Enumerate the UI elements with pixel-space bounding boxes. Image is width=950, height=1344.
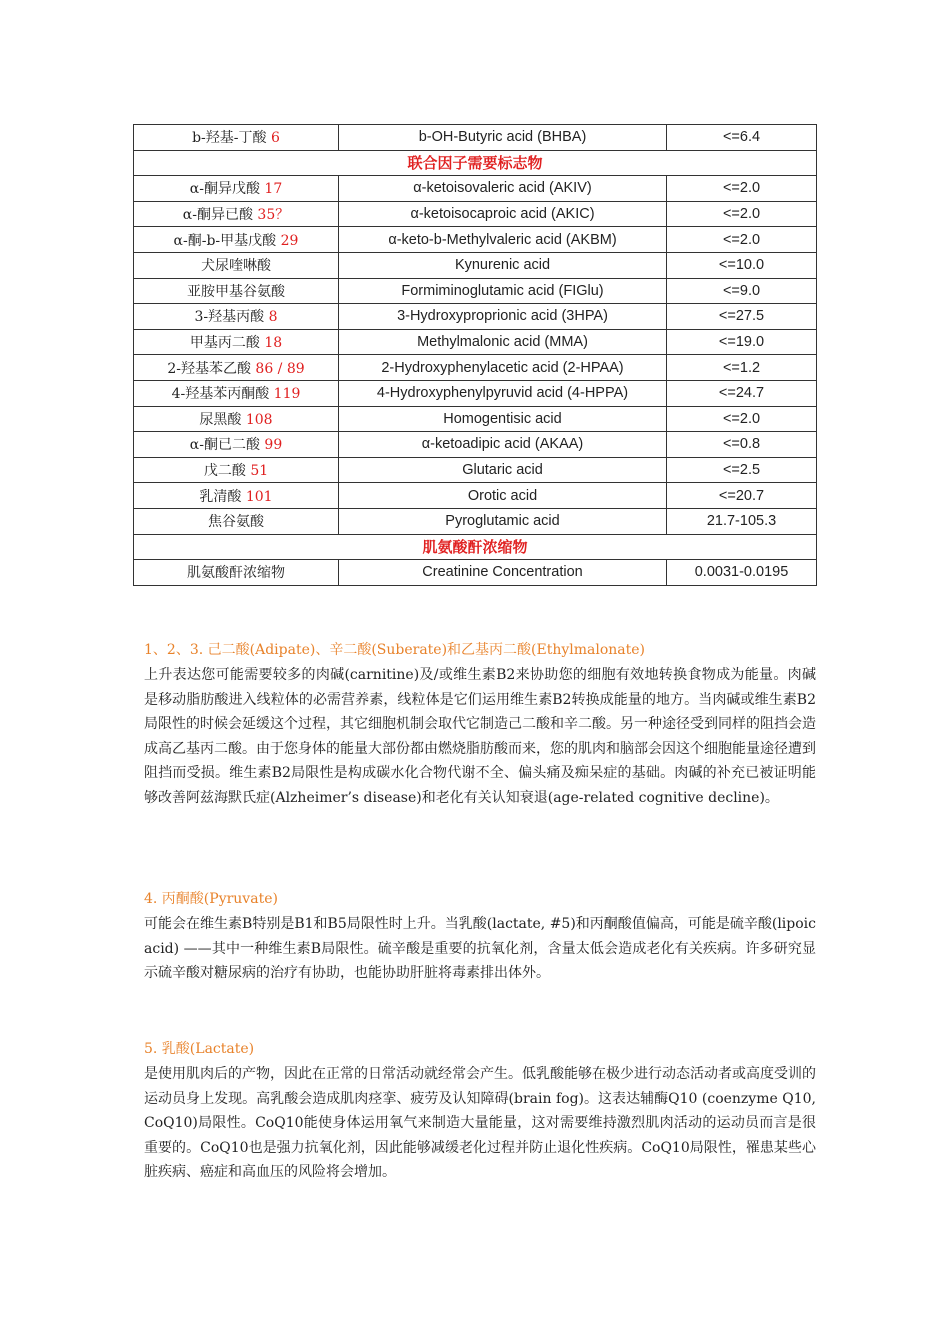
section-body: 是使用肌肉后的产物，因此在正常的日常活动就经常会产生。低乳酸能够在极少进行动态活动者或高度受训的运动员身上发现。高乳酸会造成肌肉痉挛、疲劳及认知障碍(brain fog)。这表达辅酶Q10 (coenzyme Q10, CoQ10)局限性。CoQ10能使身体运用氧气来制造大量能量，这对需要维持激烈肌肉活动的运动员而言是很重要的。CoQ10也是强力抗氧化剂，因此能够减缓老化过程并防止退化性疾病。CoQ10局限性，罹患某些心脏疾病、癌症和高血压的风险将会增加。 xyxy=(144,1066,816,1181)
result-value: 8 xyxy=(268,309,278,326)
reference-range-cell: 0.0031-0.0195 xyxy=(667,560,817,586)
result-value: 35？ xyxy=(257,207,290,224)
result-value: 29 xyxy=(280,232,299,249)
chinese-name-cell xyxy=(134,508,339,534)
english-name-cell: α-ketoisocaproic acid (AKIC) xyxy=(339,201,667,227)
chinese-name: α-酮异戊酸 xyxy=(189,181,260,198)
english-name-cell: Homogentisic acid xyxy=(339,406,667,432)
section-heading: 5. 乳酸(Lactate) xyxy=(144,1041,255,1057)
table-section-header xyxy=(134,150,817,176)
reference-range-cell: <=1.2 xyxy=(667,355,817,381)
chinese-name-cell xyxy=(134,380,339,406)
reference-range-cell: <=24.7 xyxy=(667,380,817,406)
table-row xyxy=(134,483,817,509)
english-name-cell: Creatinine Concentration xyxy=(339,560,667,586)
section-title: 肌氨酸酐浓缩物 xyxy=(134,534,817,560)
chinese-name: 3-羟基丙酸 xyxy=(194,309,265,326)
section-heading: 4. 丙酮酸(Pyruvate) xyxy=(144,891,278,907)
chinese-name: 4-羟基苯丙酮酸 xyxy=(171,386,270,403)
chinese-name: 焦谷氨酸 xyxy=(208,514,264,531)
chinese-name: 2-羟基苯乙酸 xyxy=(167,360,251,377)
chinese-name: α-酮-b-甲基戊酸 xyxy=(173,232,277,249)
english-name-cell: Orotic acid xyxy=(339,483,667,509)
english-name-cell: b-OH-Butyric acid (BHBA) xyxy=(339,125,667,151)
section-adipate xyxy=(144,639,816,811)
table-row xyxy=(134,508,817,534)
result-value: 86 / 89 xyxy=(255,360,305,377)
section-title: 联合因子需要标志物 xyxy=(134,150,817,176)
chinese-name-cell xyxy=(134,457,339,483)
reference-range-cell: <=2.5 xyxy=(667,457,817,483)
reference-range-cell: <=9.0 xyxy=(667,278,817,304)
chinese-name-cell xyxy=(134,278,339,304)
chinese-name-cell xyxy=(134,304,339,330)
table-row xyxy=(134,406,817,432)
table-row xyxy=(134,355,817,381)
chinese-name-cell xyxy=(134,252,339,278)
section-pyruvate xyxy=(144,888,816,986)
result-value: 101 xyxy=(245,488,273,505)
table-row xyxy=(134,304,817,330)
chinese-name: α-酮已二酸 xyxy=(189,437,260,454)
reference-range-cell: <=27.5 xyxy=(667,304,817,330)
marker-table xyxy=(133,124,817,586)
chinese-name: 犬尿喹啉酸 xyxy=(201,258,271,275)
table-row xyxy=(134,176,817,202)
section-heading: 1、2、3. 己二酸(Adipate)、辛二酸(Suberate)和乙基丙二酸(Ethylmalonate) xyxy=(144,642,646,658)
table-section-header xyxy=(134,534,817,560)
table-row xyxy=(134,125,817,151)
table-row xyxy=(134,329,817,355)
chinese-name-cell xyxy=(134,176,339,202)
reference-range-cell: <=0.8 xyxy=(667,432,817,458)
chinese-name: 肌氨酸酐浓缩物 xyxy=(187,565,285,582)
english-name-cell: 4-Hydroxyphenylpyruvid acid (4-HPPA) xyxy=(339,380,667,406)
chinese-name: 亚胺甲基谷氨酸 xyxy=(187,283,285,300)
table-row xyxy=(134,457,817,483)
table-row xyxy=(134,278,817,304)
result-value: 99 xyxy=(264,437,283,454)
reference-range-cell: 21.7-105.3 xyxy=(667,508,817,534)
chinese-name: α-酮异已酸 xyxy=(182,207,253,224)
chinese-name: 戊二酸 xyxy=(203,463,246,480)
table-row xyxy=(134,432,817,458)
chinese-name-cell xyxy=(134,483,339,509)
marker-table-body xyxy=(134,125,817,586)
result-value: 18 xyxy=(264,335,283,352)
result-value: 108 xyxy=(245,411,273,428)
section-body: 可能会在维生素B特别是B1和B5局限性时上升。当乳酸(lactate, #5)和丙酮酸值偏高，可能是硫辛酸(lipoic acid) ——其中一种维生素B局限性。硫辛酸是重要的抗氧化剂，含量太低会造成老化有关疾病。许多研究显示硫辛酸对糖尿病的治疗有协助，也能协助肝脏将毒素排出体外。 xyxy=(144,916,816,982)
english-name-cell: Kynurenic acid xyxy=(339,252,667,278)
section-lactate xyxy=(144,1038,816,1185)
chinese-name-cell xyxy=(134,329,339,355)
chinese-name-cell xyxy=(134,125,339,151)
english-name-cell: Pyroglutamic acid xyxy=(339,508,667,534)
result-value: 119 xyxy=(273,386,301,403)
reference-range-cell: <=2.0 xyxy=(667,176,817,202)
english-name-cell: Glutaric acid xyxy=(339,457,667,483)
reference-range-cell: <=19.0 xyxy=(667,329,817,355)
english-name-cell: α-ketoisovaleric acid (AKIV) xyxy=(339,176,667,202)
english-name-cell: 3-Hydroxyproprionic acid (3HPA) xyxy=(339,304,667,330)
chinese-name: 甲基丙二酸 xyxy=(189,335,260,352)
english-name-cell: α-ketoadipic acid (AKAA) xyxy=(339,432,667,458)
table-row xyxy=(134,227,817,253)
result-value: 6 xyxy=(270,130,280,147)
result-value: 17 xyxy=(264,181,283,198)
reference-range-cell: <=20.7 xyxy=(667,483,817,509)
english-name-cell: Methylmalonic acid (MMA) xyxy=(339,329,667,355)
section-body: 上升表达您可能需要较多的肉碱(carnitine)及/或维生素B2来协助您的细胞有效地转换食物成为能量。肉碱是移动脂肪酸进入线粒体的必需营养素，线粒体是它们运用维生素B2转换成能量的地方。当肉碱或维生素B2局限性的时候会延缓这个过程，其它细胞机制会取代它制造己二酸和辛二酸。另一种途径受到同样的阻挡会造成高乙基丙二酸。由于您身体的能量大部份都由燃烧脂肪酸而来，您的肌肉和脑部会因这个细胞能量途径遭到阻挡而受损。维生素B2局限性是构成碳水化合物代谢不全、偏头痛及痴呆症的基础。肉碱的补充已被证明能够改善阿兹海默氏症(Alzheimer’s disease)和老化有关认知衰退(age-related cognitive decline)。 xyxy=(144,667,816,806)
table-row xyxy=(134,560,817,586)
chinese-name: 尿黑酸 xyxy=(199,411,242,428)
table-row xyxy=(134,252,817,278)
table-row xyxy=(134,201,817,227)
chinese-name-cell xyxy=(134,406,339,432)
chinese-name-cell xyxy=(134,227,339,253)
reference-range-cell: <=2.0 xyxy=(667,201,817,227)
chinese-name: 乳清酸 xyxy=(199,488,242,505)
english-name-cell: Formiminoglutamic acid (FIGlu) xyxy=(339,278,667,304)
chinese-name-cell xyxy=(134,355,339,381)
english-name-cell: α-keto-b-Methylvaleric acid (AKBM) xyxy=(339,227,667,253)
chinese-name-cell xyxy=(134,432,339,458)
english-name-cell: 2-Hydroxyphenylacetic acid (2-HPAA) xyxy=(339,355,667,381)
chinese-name-cell xyxy=(134,560,339,586)
chinese-name: b-羟基-丁酸 xyxy=(192,130,267,147)
table-row xyxy=(134,380,817,406)
reference-range-cell: <=10.0 xyxy=(667,252,817,278)
chinese-name-cell xyxy=(134,201,339,227)
reference-range-cell: <=2.0 xyxy=(667,227,817,253)
result-value: 51 xyxy=(250,463,269,480)
reference-range-cell: <=6.4 xyxy=(667,125,817,151)
reference-range-cell: <=2.0 xyxy=(667,406,817,432)
